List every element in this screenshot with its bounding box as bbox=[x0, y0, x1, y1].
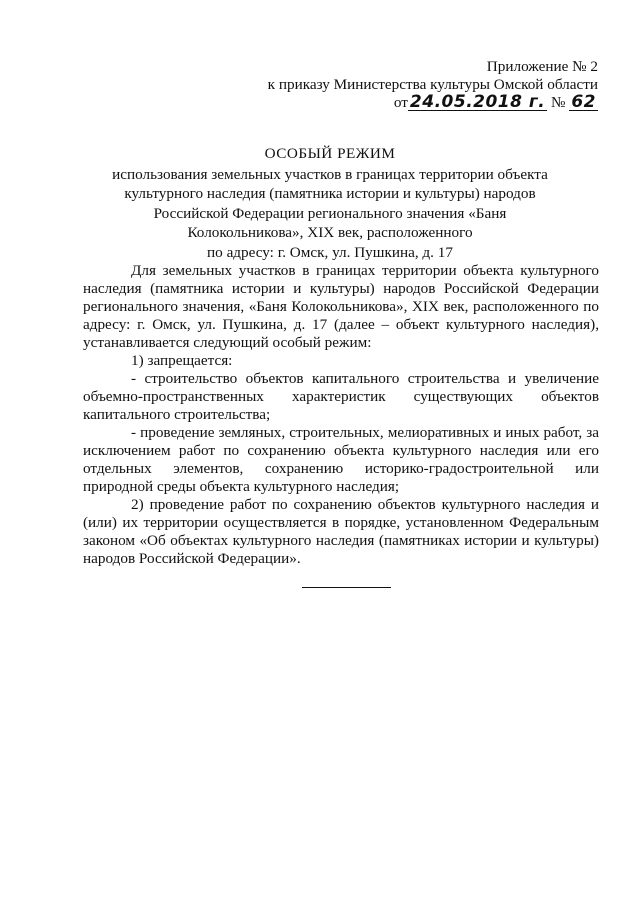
intro-paragraph: Для земельных участков в границах территории объекта культурного наследия (памятника истории и культуры) народов Российской Федерации регионального значения, «Баня Колокольникова», XIX век, расположенного по адресу: г. Омск, ул. Пушкина, д. 17 (далее – объект культурного наследия), устанавливается следующий особый режим: bbox=[83, 262, 599, 351]
title-line: культурного наследия (памятника истории и культуры) народов bbox=[124, 185, 536, 202]
item1-heading: 1) запрещается: bbox=[131, 352, 233, 369]
handwritten-date: 24.05.2018 г. bbox=[409, 92, 546, 112]
date-prefix: от bbox=[393, 94, 408, 111]
title-line: Колокольникова», XIX век, расположенного bbox=[187, 224, 473, 241]
order-reference: к приказу Министерства культуры Омской области bbox=[267, 76, 598, 93]
handwritten-number: 62 bbox=[571, 92, 596, 112]
item1-point-a: - строительство объектов капитального строительства и увеличение объемно-пространственных характеристик существующих объектов капитального строительства; bbox=[83, 370, 599, 423]
appendix-header bbox=[268, 58, 598, 112]
end-separator-line bbox=[302, 587, 391, 588]
title-line: Российской Федерации регионального значения «Баня bbox=[153, 204, 507, 222]
document-title bbox=[60, 144, 600, 262]
document-body bbox=[83, 262, 599, 568]
appendix-number: Приложение № 2 bbox=[486, 58, 598, 75]
item1-point-b: - проведение земляных, строительных, мелиоративных и иных работ, за исключением работ по сохранению объекта культурного наследия или его отдельных элементов, сохранению историко-градостроительной или природной среды объекта культурного наследия; bbox=[83, 424, 599, 495]
title-line: по адресу: г. Омск, ул. Пушкина, д. 17 bbox=[207, 243, 453, 261]
number-prefix: № bbox=[551, 94, 566, 111]
title-main: ОСОБЫЙ РЕЖИМ bbox=[264, 145, 396, 162]
item2-paragraph: 2) проведение работ по сохранению объектов культурного наследия и (или) их территории осуществляется в порядке, установленном Федеральным законом «Об объектах культурного наследия (памятниках истории и культуры) народов Российской Федерации». bbox=[83, 496, 599, 567]
order-date-line bbox=[268, 94, 598, 112]
title-line: использования земельных участков в границах территории объекта bbox=[112, 165, 548, 183]
